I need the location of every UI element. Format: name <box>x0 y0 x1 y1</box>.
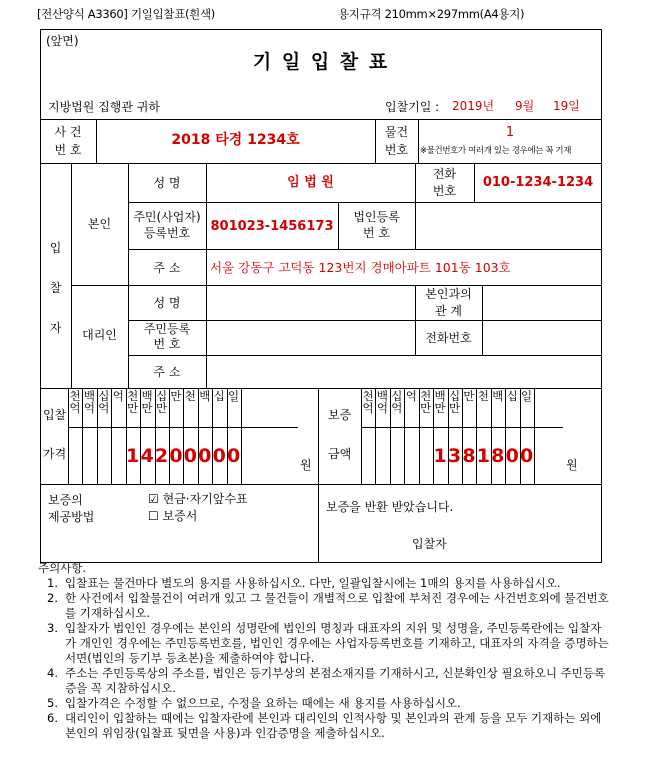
divider <box>520 388 521 484</box>
item-label: 물건 번호 <box>384 125 409 157</box>
deposit-digit[interactable]: 1 <box>476 445 490 467</box>
note-item <box>38 666 610 696</box>
principal-address-label: 주 소 <box>153 261 181 275</box>
bid-date-day[interactable]: 19일 <box>553 99 580 113</box>
divider <box>140 388 141 484</box>
note-text: 대리인이 입찰하는 때에는 입찰자란에 본인과 대리인의 인적사항 및 본인과의 관계 등을 모두 기재하는 외에 본인의 위임장(입찰표 뒷면을 사용)과 인감증명을 제출하십시오. <box>65 711 602 740</box>
deposit-unit-label: 천억 <box>362 389 374 416</box>
divider <box>40 119 602 120</box>
bid-won: 원 <box>300 458 312 472</box>
note-number: 5. <box>47 696 58 710</box>
principal-id-number[interactable]: 801023-1456173 <box>210 219 334 234</box>
agent-relation-label: 본인과의 관 계 <box>425 287 472 318</box>
note-number: 2. <box>47 591 58 605</box>
divider <box>375 388 376 484</box>
deposit-unit-label: 만 <box>463 389 475 403</box>
divider <box>476 388 477 484</box>
bid-price-unit-label: 십 <box>213 389 225 403</box>
bid-price-unit-label: 십만 <box>155 389 168 416</box>
method-option-guarantee[interactable] <box>148 509 197 523</box>
note-text: 주소는 주민등록상의 주소를, 법인은 등기부상의 본점소재지를 기재하시고, 신분확인상 필요하오니 주민등록증을 꼭 지참하십시오. <box>65 666 606 695</box>
method-option-cash-label: 현금·자기앞수표 <box>162 492 248 506</box>
divider <box>40 484 602 485</box>
bid-price-digit[interactable]: 0 <box>198 445 212 467</box>
bid-price-digit[interactable]: 0 <box>169 445 183 467</box>
form-title: 기 일 입 찰 표 <box>252 51 390 73</box>
bid-price-digit[interactable]: 4 <box>140 445 154 467</box>
deposit-unit-label: 십억 <box>391 389 403 416</box>
divider <box>482 285 483 355</box>
divider <box>404 388 405 484</box>
bid-price-digit[interactable]: 0 <box>226 445 241 467</box>
bid-price-unit-label: 십억 <box>98 389 110 416</box>
bid-price-unit-label: 천억 <box>69 389 81 416</box>
note-item <box>38 696 610 711</box>
bid-price-label-1: 입찰 <box>43 408 67 422</box>
deposit-unit-label: 억 <box>405 389 417 403</box>
agent-section-label: 대리인 <box>82 328 117 342</box>
deposit-label-1: 보증 <box>328 408 352 422</box>
divider <box>212 388 213 484</box>
bid-price-digit[interactable]: 1 <box>126 445 140 467</box>
principal-phone-label: 전화 번호 <box>432 167 457 198</box>
deposit-digit[interactable]: 3 <box>447 445 462 467</box>
divider <box>40 163 602 164</box>
bid-date-month[interactable]: 9월 <box>515 99 535 113</box>
bid-price-unit-label: 백 <box>199 389 211 403</box>
note-text: 입찰표는 물건마다 별도의 용지를 사용하십시오. 다만, 일괄입찰시에는 1매의 용지를 사용하십시오. <box>65 576 561 590</box>
case-number[interactable]: 2018 타경 1234호 <box>171 132 300 148</box>
form-id: [전산양식 A3360] 기일입찰표(흰색) <box>37 7 215 21</box>
signer-label: 입찰자 <box>412 537 447 551</box>
bidder-label: 입 찰 자 <box>49 241 62 335</box>
deposit-returned-text: 보증을 반환 받았습니다. <box>326 500 454 514</box>
principal-corp-label: 법인등록 번 호 <box>353 210 400 240</box>
deposit-unit-label: 천 <box>477 389 489 403</box>
divider <box>198 388 199 484</box>
divider <box>534 388 535 484</box>
divider <box>505 388 506 484</box>
note-number: 1. <box>47 576 58 590</box>
method-label: 보증의 제공방법 <box>48 493 95 524</box>
method-option-cash[interactable] <box>148 492 248 506</box>
bid-price-unit-label: 억 <box>112 389 124 403</box>
deposit-unit-label: 천만 <box>420 389 432 416</box>
bid-price-digit[interactable]: 0 <box>212 445 226 467</box>
note-item <box>38 576 610 591</box>
addressee: 지방법원 집행관 귀하 <box>48 100 160 114</box>
deposit-digit[interactable]: 1 <box>433 445 447 467</box>
deposit-unit-label: 십만 <box>448 389 461 416</box>
bid-price-unit-label: 백만 <box>141 389 153 416</box>
divider <box>419 388 420 484</box>
divider <box>183 388 184 484</box>
case-label: 사 건 번 호 <box>54 125 82 157</box>
principal-name[interactable]: 임 법 원 <box>287 175 334 190</box>
deposit-won: 원 <box>566 458 578 472</box>
note-text: 입찰가격은 수정할 수 없으므로, 수정을 요하는 때에는 새 용지를 사용하십시오. <box>65 696 461 710</box>
bid-price-label-2: 가격 <box>43 447 67 461</box>
divider <box>128 202 602 203</box>
deposit-unit-label: 백만 <box>434 389 446 416</box>
note-number: 3. <box>47 621 58 635</box>
note-text: 입찰자가 법인인 경우에는 본인의 성명란에 법인의 명칭과 대표자의 지위 및 성명을, 주민등록란에는 입찰자가 개인인 경우에는 주민등록번호를, 법인인 경우에는 사업자등록번호를 기재하고, 대표자의 자격을 증명하는 서면(법인의 등기부 등초본)을 제출하여야 합니다. <box>65 621 609 665</box>
bid-date-year[interactable]: 2019년 <box>452 99 495 113</box>
divider <box>111 388 112 484</box>
deposit-unit-label: 백 <box>492 389 504 403</box>
bid-price-unit-label: 천만 <box>127 389 139 416</box>
item-number[interactable]: 1 <box>505 125 515 140</box>
side-label: (앞면) <box>46 34 79 48</box>
divider <box>169 388 170 484</box>
principal-phone[interactable]: 010-1234-1234 <box>482 175 594 190</box>
note-item <box>38 591 610 621</box>
agent-phone-label: 전화번호 <box>425 331 472 345</box>
deposit-unit-label: 일 <box>521 389 533 403</box>
divider <box>97 388 98 484</box>
method-option-guarantee-label: 보증서 <box>162 509 198 523</box>
principal-section-label: 본인 <box>87 217 112 231</box>
divider <box>227 388 228 484</box>
note-number: 6. <box>47 711 58 725</box>
divider <box>361 388 362 484</box>
deposit-unit-label: 백억 <box>376 389 388 416</box>
agent-id-label: 주민등록 번 호 <box>143 322 191 351</box>
item-note: ※물건번호가 여러개 있는 경우에는 꼭 기재 <box>420 146 572 156</box>
bid-date-label: 입찰기일 : <box>385 100 440 114</box>
bid-price-unit-label: 만 <box>170 389 182 403</box>
divider <box>206 163 207 388</box>
divider <box>462 388 463 484</box>
divider <box>68 388 69 484</box>
divider <box>128 163 129 388</box>
agent-address-label: 주 소 <box>153 365 181 379</box>
divider <box>491 388 492 484</box>
bid-price-digit[interactable]: 2 <box>154 445 169 467</box>
note-item <box>38 711 610 741</box>
bid-price-digit[interactable]: 0 <box>183 445 197 467</box>
checked-box-icon[interactable]: ☑ <box>148 492 159 506</box>
divider <box>126 388 127 484</box>
divider <box>71 285 602 286</box>
divider <box>128 249 602 250</box>
unchecked-box-icon[interactable]: ☐ <box>148 509 159 523</box>
bid-price-unit-label: 일 <box>228 389 240 403</box>
principal-name-label: 성 명 <box>153 176 181 190</box>
divider <box>82 388 83 484</box>
divider <box>318 388 319 563</box>
deposit-unit-label: 십 <box>506 389 518 403</box>
bid-price-unit-label: 백억 <box>83 389 95 416</box>
deposit-digit[interactable]: 8 <box>462 445 476 467</box>
deposit-digit[interactable]: 0 <box>519 445 534 467</box>
deposit-label-2: 금액 <box>328 447 352 461</box>
bid-price-unit-label: 천 <box>184 389 196 403</box>
divider <box>390 388 391 484</box>
divider <box>128 355 602 356</box>
note-item <box>38 621 610 666</box>
agent-name-label: 성 명 <box>153 296 181 310</box>
principal-id-label: 주민(사업자) 등록번호 <box>133 210 201 240</box>
divider <box>433 388 434 484</box>
divider <box>71 163 72 388</box>
divider <box>448 388 449 484</box>
note-text: 한 사건에서 입찰물건이 여러개 있고 그 물건들이 개별적으로 입찰에 부쳐진 경우에는 사건번호외에 물건번호를 기재하십시오. <box>65 591 609 620</box>
deposit-digit[interactable]: 8 <box>491 445 505 467</box>
notes-title: 주의사항. <box>38 561 87 575</box>
divider <box>155 388 156 484</box>
divider <box>128 320 602 321</box>
deposit-digit[interactable]: 0 <box>505 445 519 467</box>
divider <box>241 388 242 484</box>
paper-spec: 용지규격 210mm×297mm(A4용지) <box>338 7 525 21</box>
note-number: 4. <box>47 666 58 680</box>
principal-address[interactable]: 서울 강동구 고덕동 123번지 경매아파트 101동 103호 <box>210 260 511 275</box>
notes-section <box>38 561 610 741</box>
